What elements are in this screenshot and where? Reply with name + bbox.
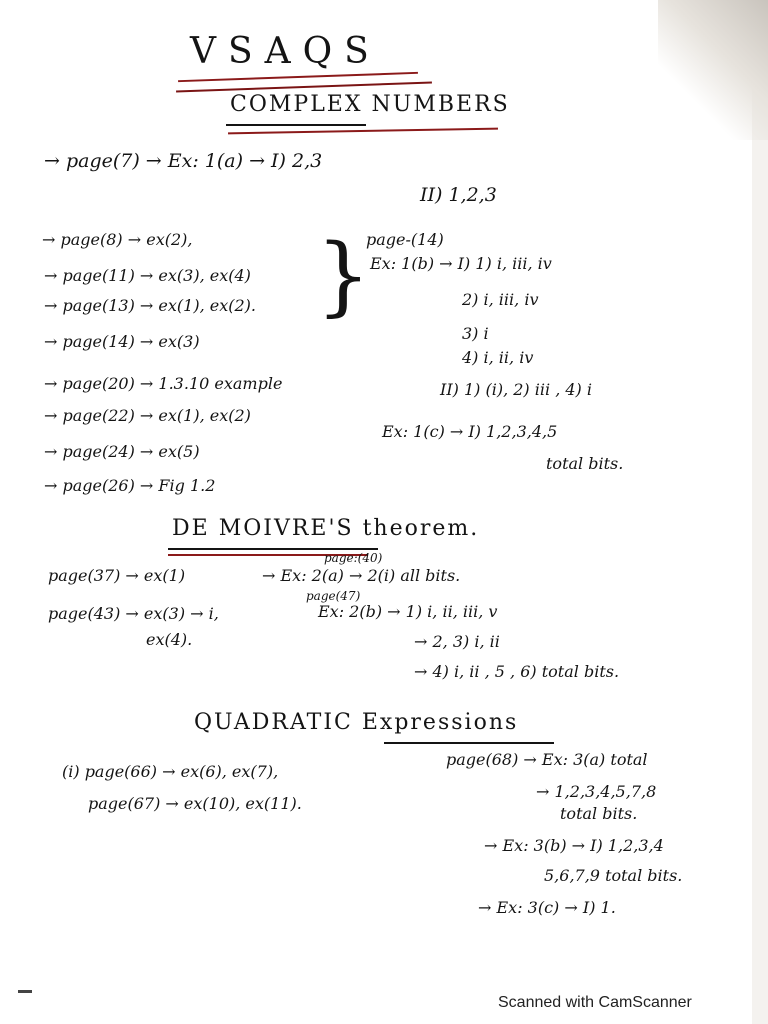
heading-underline [384,742,554,744]
note-line: 5,6,7,9 total bits. [544,866,683,885]
note-line: Ex: 1(b) → I) 1) i, iii, iv [370,254,552,273]
heading-quadratic: QUADRATIC Expressions [194,710,519,735]
note-line: total bits. [560,804,638,823]
note-line: page-(14) [366,230,444,249]
note-line: → 2, 3) i, ii [414,632,500,651]
heading-complex-numbers: COMPLEX NUMBERS [230,92,510,117]
margin-mark [18,990,32,993]
note-line: II) 1) (i), 2) iii , 4) i [440,380,592,399]
note-line: 4) i, ii, iv [462,348,534,367]
note-line: → page(13) → ex(1), ex(2). [44,296,256,315]
note-line: Ex: 2(b) → 1) i, ii, iii, v [318,602,498,621]
note-line: → page(26) → Fig 1.2 [44,476,216,495]
note-line: page(67) → ex(10), ex(11). [88,794,302,813]
note-line: page(68) → Ex: 3(a) total [446,750,648,769]
note-line: → page(8) → ex(2), [42,230,193,249]
note-line: page:(40) [324,551,383,565]
note-line: total bits. [546,454,624,473]
scanner-watermark: Scanned with CamScanner [498,994,692,1011]
note-line: → page(24) → ex(5) [44,442,200,461]
title-underline [178,72,418,82]
note-line: → 4) i, ii , 5 , 6) total bits. [414,662,620,681]
note-line: → page(20) → 1.3.10 example [44,374,283,393]
note-line: → Ex: 2(a) → 2(i) all bits. [262,566,461,585]
heading-underline [226,124,366,126]
note-line: page(37) → ex(1) [48,566,186,585]
note-line: → 1,2,3,4,5,7,8 [536,782,657,801]
note-line: → Ex: 3(c) → I) 1. [478,898,616,917]
note-line: page(43) → ex(3) → i, [48,604,219,623]
title-underline-2 [176,82,432,93]
page-title: VSAQS [190,31,381,72]
note-line: II) 1,2,3 [420,184,497,206]
note-line: → page(7) → Ex: 1(a) → I) 2,3 [44,150,323,172]
note-line: Ex: 1(c) → I) 1,2,3,4,5 [382,422,558,441]
heading-de-moivre: DE MOIVRE'S theorem. [172,516,480,541]
note-line: → page(11) → ex(3), ex(4) [44,266,251,285]
note-line: (i) page(66) → ex(6), ex(7), [62,762,279,781]
note-line: 3) i [462,324,489,343]
note-line: ex(4). [146,630,193,649]
heading-underline [168,548,378,550]
note-line: → page(22) → ex(1), ex(2) [44,406,251,425]
note-line: page(47) [306,589,361,603]
curly-brace: } [316,226,371,326]
note-line: 2) i, iii, iv [462,290,539,309]
note-line: → page(14) → ex(3) [44,332,200,351]
note-line: → Ex: 3(b) → I) 1,2,3,4 [484,836,664,855]
heading-underline-red [228,128,498,135]
